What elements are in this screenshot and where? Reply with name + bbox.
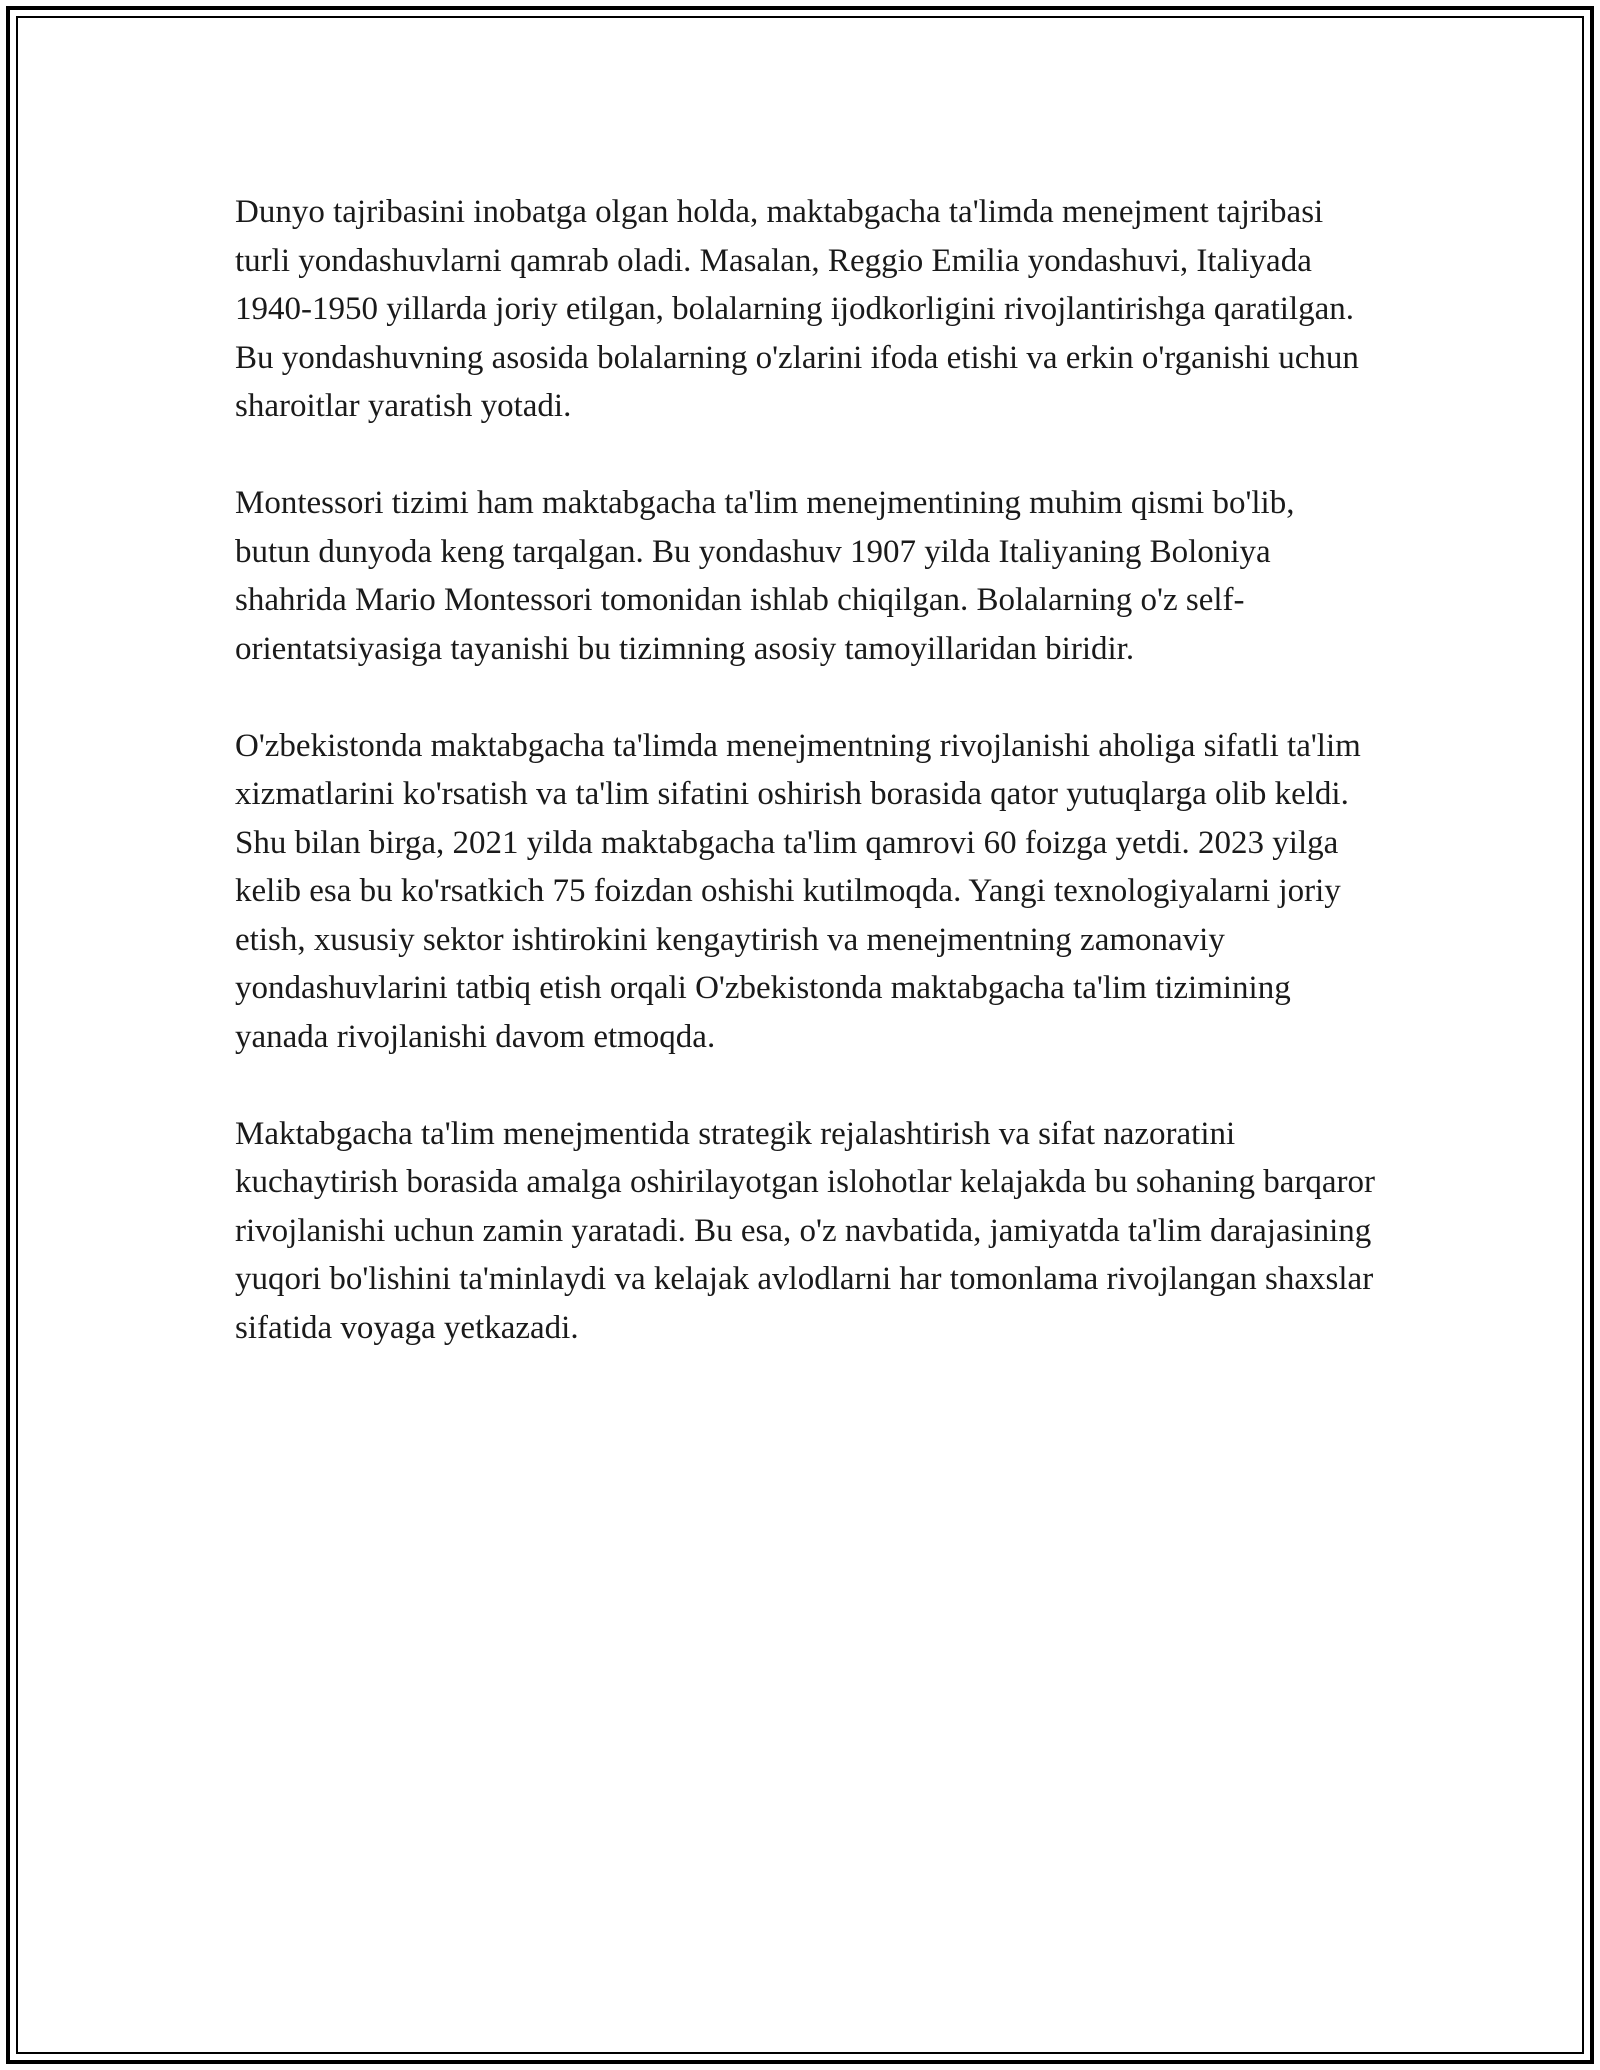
paragraph-strategic-planning: Maktabgacha ta'lim menejmentida strategik rejalashtirish va sifat nazoratini kuchaytirish borasida amalga oshirilayotgan islohotlar kelajakda bu sohaning barqaror rivojlanishi uchun zamin yaratadi. Bu esa, o'z navbatida, jamiyatda ta'lim darajasining yuqori bo'lishini ta'minlaydi va kelajak avlodlarni har tomonlama rivojlangan shaxslar sifatida voyaga yetkazadi.: [235, 1115, 1375, 1346]
paragraph-montessori: Montessori tizimi ham maktabgacha ta'lim menejmentining muhim qismi bo'lib, butun dunyoda keng tarqalgan. Bu yondashuv 1907 yilda Italiyaning Boloniya shahrida Mario Montessori tomonidan ishlab chiqilgan. Bolalarning o'z self-orientatsiyasiga tayanishi bu tizimning asosiy tamoyillaridan biridir.: [235, 485, 1295, 667]
paragraph-reggio-emilia: Dunyo tajribasini inobatga olgan holda, maktabgacha ta'limda menejment tajribasi turli yondashuvlarni qamrab oladi. Masalan, Reggio Emilia yondashuvi, Italiyada 1940-1950 yillarda joriy etilgan, bolalarning ijodkorligini rivojlantirishga qaratilgan. Bu yondashuvning asosida bolalarning o'zlarini ifoda etishi va erkin o'rganishi uchun sharoitlar yaratish yotadi.: [235, 194, 1359, 424]
paragraph-uzbekistan: O'zbekistonda maktabgacha ta'limda menejmentning rivojlanishi aholiga sifatli ta'lim xizmatlarini ko'rsatish va ta'lim sifatini oshirish borasida qator yutuqlarga olib keldi. Shu bilan birga, 2021 yilda maktabgacha ta'lim qamrovi 60 foizga yetdi. 2023 yilga kelib esa bu ko'rsatkich 75 foizdan oshishi kutilmoqda. Yangi texnologiyalarni joriy etish, xususiy sektor ishtirokini kengaytirish va menejmentning zamonaviy yondashuvlarini tatbiq etish orqali O'zbekistonda maktabgacha ta'lim tizimining yanada rivojlanishi davom etmoqda.: [235, 727, 1361, 1055]
document-body: [235, 188, 1375, 1352]
